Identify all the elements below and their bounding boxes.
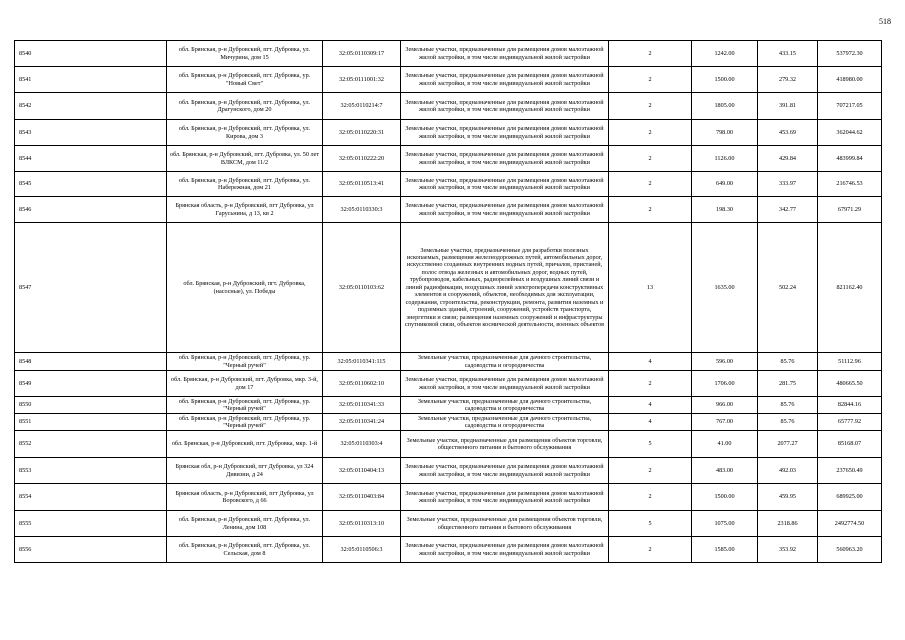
cell-land-use: Земельные участки, предназначенные для дачного строительства, садоводства и огородничества bbox=[401, 353, 609, 371]
cell-specific-value: 459.95 bbox=[758, 484, 818, 511]
cell-area: 483.00 bbox=[692, 458, 758, 484]
cell-cadastral-number: 32:05:0110602:10 bbox=[323, 371, 401, 397]
table-row bbox=[15, 484, 882, 511]
cell-land-use: Земельные участки, предназначенные для размещения домов малоэтажной жилой застройки, в том числе индивидуальной жилой застройки bbox=[401, 93, 609, 120]
table-row bbox=[15, 431, 882, 458]
cell-land-use: Земельные участки, предназначенные для размещения домов малоэтажной жилой застройки, в том числе индивидуальной жилой застройки bbox=[401, 41, 609, 67]
cell-area: 1585.00 bbox=[692, 537, 758, 563]
cell-specific-value: 85.76 bbox=[758, 414, 818, 431]
cell-address: обл. Брянская, р-н Дубровский, пгт. Дубровка, ур. "Черный ручей" bbox=[167, 397, 323, 414]
page-number: 518 bbox=[879, 17, 891, 26]
cell-area: 596.00 bbox=[692, 353, 758, 371]
cell-address: обл. Брянская, р-н Дубровский, пгт. Дубровка, ул. Набережная, дом 21 bbox=[167, 172, 323, 197]
cell-number: 8556 bbox=[15, 537, 167, 563]
table-row bbox=[15, 41, 882, 67]
cell-cadastral-value: 51112.96 bbox=[818, 353, 882, 371]
table-row bbox=[15, 67, 882, 93]
cell-cadastral-value: 821162.40 bbox=[818, 223, 882, 353]
cell-category: 2 bbox=[609, 537, 692, 563]
cell-category: 5 bbox=[609, 511, 692, 537]
cell-number: 8549 bbox=[15, 371, 167, 397]
cell-number: 8553 bbox=[15, 458, 167, 484]
cell-area: 798.00 bbox=[692, 120, 758, 146]
cell-cadastral-number: 32:05:0110222:20 bbox=[323, 146, 401, 172]
cell-number: 8545 bbox=[15, 172, 167, 197]
table-row bbox=[15, 172, 882, 197]
cell-land-use: Земельные участки, предназначенные для дачного строительства, садоводства и огородничества bbox=[401, 414, 609, 431]
cell-number: 8544 bbox=[15, 146, 167, 172]
cell-address: обл. Брянская, р-н Дубровский, пгт. Дубровка, (насосные), ул. Победы bbox=[167, 223, 323, 353]
cell-specific-value: 2318.86 bbox=[758, 511, 818, 537]
cell-specific-value: 429.84 bbox=[758, 146, 818, 172]
table-row bbox=[15, 120, 882, 146]
cell-area: 1500.00 bbox=[692, 484, 758, 511]
cell-cadastral-number: 32:05:0110506:3 bbox=[323, 537, 401, 563]
cell-number: 8551 bbox=[15, 414, 167, 431]
cell-cadastral-number: 32:05:0110341:24 bbox=[323, 414, 401, 431]
cell-cadastral-value: 2492774.50 bbox=[818, 511, 882, 537]
cell-land-use: Земельные участки, предназначенные для размещения объектов торговли, общественного питания и бытового обслуживания bbox=[401, 511, 609, 537]
table-row bbox=[15, 353, 882, 371]
cell-number: 8550 bbox=[15, 397, 167, 414]
cell-cadastral-number: 32:05:0110404:13 bbox=[323, 458, 401, 484]
cell-specific-value: 279.32 bbox=[758, 67, 818, 93]
cell-category: 4 bbox=[609, 414, 692, 431]
cell-area: 1126.00 bbox=[692, 146, 758, 172]
cell-area: 1075.00 bbox=[692, 511, 758, 537]
cell-area: 198.30 bbox=[692, 197, 758, 223]
cell-category: 2 bbox=[609, 41, 692, 67]
cell-specific-value: 502.24 bbox=[758, 223, 818, 353]
cell-cadastral-value: 67971.29 bbox=[818, 197, 882, 223]
cell-specific-value: 85.76 bbox=[758, 397, 818, 414]
cell-cadastral-number: 32:05:0110513:41 bbox=[323, 172, 401, 197]
cell-cadastral-value: 362044.62 bbox=[818, 120, 882, 146]
cell-number: 8541 bbox=[15, 67, 167, 93]
cell-land-use: Земельные участки, предназначенные для разработки полезных ископаемых, размещения железнодорожных путей, автомобильных дорог, искусственно созданных внутренних водных путей, причалов, пристаней, полос отвода железных и автомобильных дорог, водных путей, трубопроводов, кабельных, радиорелейных и воздушных линий связи и линий радиофикации, воздушных линий электропередачи конструктивных элементов и сооружений, объектов, необходимых для эксплуатации, содержания, строительства, реконструкции, ремонта, развития наземных и подземных зданий, строений, сооружений, устройств транспорта, энергетики и связи; размещения наземных сооружений и инфраструктуры спутниковой связи, объектов космической деятельности, военных объектов bbox=[401, 223, 609, 353]
cell-number: 8548 bbox=[15, 353, 167, 371]
cell-land-use: Земельные участки, предназначенные для размещения домов малоэтажной жилой застройки, в том числе индивидуальной жилой застройки bbox=[401, 484, 609, 511]
cell-land-use: Земельные участки, предназначенные для размещения домов малоэтажной жилой застройки, в том числе индивидуальной жилой застройки bbox=[401, 371, 609, 397]
cell-cadastral-value: 85168.07 bbox=[818, 431, 882, 458]
cell-specific-value: 453.69 bbox=[758, 120, 818, 146]
cell-cadastral-value: 537972.30 bbox=[818, 41, 882, 67]
cell-number: 8552 bbox=[15, 431, 167, 458]
cell-area: 1805.00 bbox=[692, 93, 758, 120]
cell-cadastral-number: 32:05:0111001:32 bbox=[323, 67, 401, 93]
cell-cadastral-number: 32:05:0110214:7 bbox=[323, 93, 401, 120]
cell-category: 2 bbox=[609, 172, 692, 197]
cell-land-use: Земельные участки, предназначенные для размещения домов малоэтажной жилой застройки, в том числе индивидуальной жилой застройки bbox=[401, 172, 609, 197]
cell-area: 1706.00 bbox=[692, 371, 758, 397]
cell-land-use: Земельные участки, предназначенные для размещения домов малоэтажной жилой застройки, в том числе индивидуальной жилой застройки bbox=[401, 120, 609, 146]
cell-land-use: Земельные участки, предназначенные для размещения домов малоэтажной жилой застройки, в том числе индивидуальной жилой застройки bbox=[401, 146, 609, 172]
cell-number: 8554 bbox=[15, 484, 167, 511]
cell-cadastral-number: 32:05:0110313:10 bbox=[323, 511, 401, 537]
cell-address: обл. Брянская, р-н Дубровский, пгт. Дубровка, ул. Ленина, дом 108 bbox=[167, 511, 323, 537]
cell-cadastral-value: 216746.53 bbox=[818, 172, 882, 197]
cell-area: 41.00 bbox=[692, 431, 758, 458]
cell-specific-value: 342.77 bbox=[758, 197, 818, 223]
cell-category: 5 bbox=[609, 431, 692, 458]
cell-number: 8542 bbox=[15, 93, 167, 120]
table-row bbox=[15, 511, 882, 537]
cell-specific-value: 353.92 bbox=[758, 537, 818, 563]
cell-category: 13 bbox=[609, 223, 692, 353]
cell-address: обл. Брянская, р-н Дубровский, пгт. Дубровка, ул. 50 лет ВЛКСМ, дом 11/2 bbox=[167, 146, 323, 172]
cell-area: 966.00 bbox=[692, 397, 758, 414]
cell-cadastral-number: 32:05:0110303:4 bbox=[323, 431, 401, 458]
cell-cadastral-number: 32:05:0110103:62 bbox=[323, 223, 401, 353]
cell-cadastral-number: 32:05:0110341:33 bbox=[323, 397, 401, 414]
cell-cadastral-value: 65777.92 bbox=[818, 414, 882, 431]
cell-cadastral-value: 483999.84 bbox=[818, 146, 882, 172]
cell-address: обл. Брянская, р-н Дубровский, пгт. Дубровка, ур. "Новый Свет" bbox=[167, 67, 323, 93]
cell-area: 767.00 bbox=[692, 414, 758, 431]
cell-address: обл. Брянская, р-н Дубровский, пгт. Дубровка, ул. Кирова, дом 3 bbox=[167, 120, 323, 146]
table-row bbox=[15, 146, 882, 172]
table-row bbox=[15, 371, 882, 397]
table-row bbox=[15, 414, 882, 431]
cell-category: 2 bbox=[609, 371, 692, 397]
cell-number: 8555 bbox=[15, 511, 167, 537]
cell-address: обл. Брянская, р-н Дубровский, пгт. Дубровка, мкр. 3-й, дом 17 bbox=[167, 371, 323, 397]
cell-number: 8546 bbox=[15, 197, 167, 223]
cell-address: Брянская обл, р-н Дубровский, пгт Дубровка, ул 324 Дивизии, д 24 bbox=[167, 458, 323, 484]
cell-address: обл. Брянская, р-н Дубровский, пгт. Дубровка, ур. "Черный ручей" bbox=[167, 414, 323, 431]
cell-number: 8540 bbox=[15, 41, 167, 67]
table-row bbox=[15, 93, 882, 120]
cell-specific-value: 281.75 bbox=[758, 371, 818, 397]
cell-category: 2 bbox=[609, 484, 692, 511]
cell-cadastral-number: 32:05:0110403:84 bbox=[323, 484, 401, 511]
cell-cadastral-value: 707217.05 bbox=[818, 93, 882, 120]
cell-land-use: Земельные участки, предназначенные для дачного строительства, садоводства и огородничества bbox=[401, 397, 609, 414]
cell-cadastral-number: 32:05:0110341:115 bbox=[323, 353, 401, 371]
cell-specific-value: 2077.27 bbox=[758, 431, 818, 458]
land-plots-table bbox=[14, 40, 882, 563]
cell-cadastral-value: 480665.50 bbox=[818, 371, 882, 397]
cell-category: 2 bbox=[609, 458, 692, 484]
cell-area: 1500.00 bbox=[692, 67, 758, 93]
table-row bbox=[15, 458, 882, 484]
cell-number: 8547 bbox=[15, 223, 167, 353]
cell-category: 4 bbox=[609, 353, 692, 371]
cell-area: 1242.00 bbox=[692, 41, 758, 67]
cell-cadastral-value: 237650.49 bbox=[818, 458, 882, 484]
cell-cadastral-value: 82844.16 bbox=[818, 397, 882, 414]
cell-cadastral-number: 32:05:0110220:31 bbox=[323, 120, 401, 146]
table-row bbox=[15, 197, 882, 223]
cell-cadastral-value: 560963.20 bbox=[818, 537, 882, 563]
cell-category: 2 bbox=[609, 197, 692, 223]
cell-category: 2 bbox=[609, 146, 692, 172]
cell-address: обл. Брянская, р-н Дубровский, пгт. Дубровка, мкр. 1-й bbox=[167, 431, 323, 458]
cell-category: 2 bbox=[609, 67, 692, 93]
cell-address: Брянская область, р-н Дубровский, пгт Дубровка, ул Гарусьнина, д 13, кв 2 bbox=[167, 197, 323, 223]
cell-specific-value: 492.03 bbox=[758, 458, 818, 484]
table-row bbox=[15, 537, 882, 563]
table-row bbox=[15, 223, 882, 353]
cell-specific-value: 85.76 bbox=[758, 353, 818, 371]
table-row bbox=[15, 397, 882, 414]
cell-address: Брянская область, р-н Дубровский, пгт Дубровка, ул Воровского, д 66 bbox=[167, 484, 323, 511]
cell-specific-value: 433.15 bbox=[758, 41, 818, 67]
cell-address: обл. Брянская, р-н Дубровский, пгт. Дубровка, ул. Сельская, дом 8 bbox=[167, 537, 323, 563]
cell-specific-value: 333.97 bbox=[758, 172, 818, 197]
cell-cadastral-number: 32:05:0110309:17 bbox=[323, 41, 401, 67]
cell-land-use: Земельные участки, предназначенные для размещения объектов торговли, общественного питания и бытового обслуживания bbox=[401, 431, 609, 458]
cell-land-use: Земельные участки, предназначенные для размещения домов малоэтажной жилой застройки, в том числе индивидуальной жилой застройки bbox=[401, 67, 609, 93]
cell-cadastral-value: 689925.00 bbox=[818, 484, 882, 511]
cell-category: 4 bbox=[609, 397, 692, 414]
cell-land-use: Земельные участки, предназначенные для размещения домов малоэтажной жилой застройки, в том числе индивидуальной жилой застройки bbox=[401, 197, 609, 223]
cell-address: обл. Брянская, р-н Дубровский, пгт. Дубровка, ур. "Черный ручей" bbox=[167, 353, 323, 371]
cell-area: 1635.00 bbox=[692, 223, 758, 353]
cell-number: 8543 bbox=[15, 120, 167, 146]
cell-cadastral-value: 418980.00 bbox=[818, 67, 882, 93]
cell-address: обл. Брянская, р-н Дубровский, пгт. Дубровка, ул. Мичурина, дом 15 bbox=[167, 41, 323, 67]
cell-cadastral-number: 32:05:0110330:3 bbox=[323, 197, 401, 223]
cell-land-use: Земельные участки, предназначенные для размещения домов малоэтажной жилой застройки, в том числе индивидуальной жилой застройки bbox=[401, 458, 609, 484]
cell-land-use: Земельные участки, предназначенные для размещения домов малоэтажной жилой застройки, в том числе индивидуальной жилой застройки bbox=[401, 537, 609, 563]
cell-area: 649.00 bbox=[692, 172, 758, 197]
cell-address: обл. Брянская, р-н Дубровский, пгт. Дубровка, ул. Драгунского, дом 20 bbox=[167, 93, 323, 120]
cell-specific-value: 391.81 bbox=[758, 93, 818, 120]
cell-category: 2 bbox=[609, 93, 692, 120]
cell-category: 2 bbox=[609, 120, 692, 146]
